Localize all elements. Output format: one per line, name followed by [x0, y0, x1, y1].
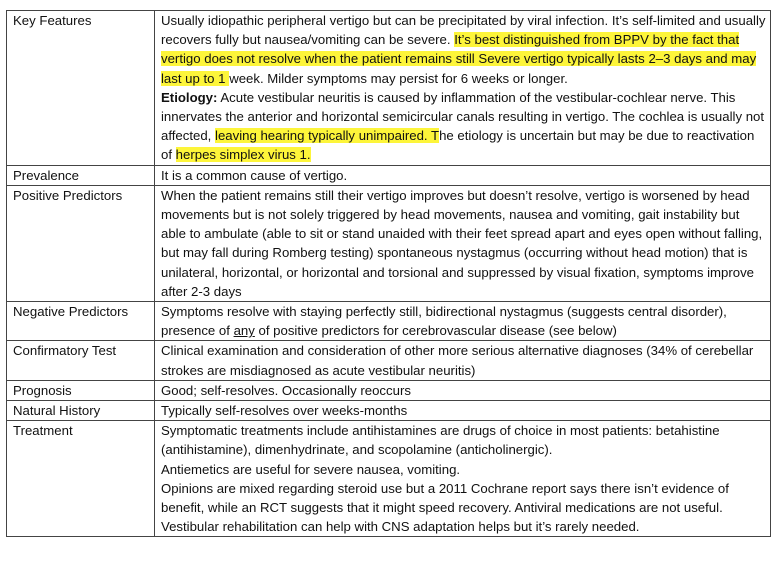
text-segment: Symptoms resolve with staying perfectly still, bidirectional nystagmus (suggests central disorder), presence of [161, 304, 727, 339]
highlighted-text: herpes simplex virus 1. [175, 147, 311, 163]
paragraph [161, 401, 766, 420]
row-label: Natural History [7, 401, 155, 421]
paragraph [161, 421, 766, 459]
row-value [155, 341, 771, 380]
table-row [7, 302, 771, 341]
row-label: Key Features [7, 11, 155, 166]
bold-text: Etiology: [161, 89, 218, 105]
row-value [155, 380, 771, 400]
row-label: Prognosis [7, 380, 155, 400]
row-label: Prevalence [7, 165, 155, 185]
row-value [155, 302, 771, 341]
paragraph [161, 11, 766, 88]
clinical-summary-table [6, 10, 771, 537]
table-row [7, 165, 771, 185]
row-value [155, 401, 771, 421]
paragraph [161, 460, 766, 479]
highlighted-text: leaving hearing typically unimpaired. T [215, 128, 440, 144]
text-segment: It is a common cause of vertigo. [161, 167, 348, 183]
table-row [7, 380, 771, 400]
table-row [7, 11, 771, 166]
row-value [155, 421, 771, 537]
text-segment: When the patient remains still their vertigo improves but doesn’t resolve, vertigo is worsened by head movements but is not solely triggered by head movements, nausea and vomiting, gait instability but able to ambulate (able to sit or stand unaided with their feet spread apart and eyes open without falling, but may fall during Romberg testing) spontaneous nystagmus (occurring without head motion) that is unilateral, horizontal, or horizontal and torsional and suppressed by visual fixation, symptoms improve after 2-3 days [161, 187, 763, 299]
row-value [155, 11, 771, 166]
text-segment: Opinions are mixed regarding steroid use but a 2011 Cochrane report says there isn’t evidence of benefit, while an RCT suggests that it might speed recovery. Antiviral medications are not useful. Vestibular rehabilitation can help with CNS adaptation helps but it’s rarely needed. [161, 480, 729, 535]
row-label: Confirmatory Test [7, 341, 155, 380]
row-value [155, 185, 771, 301]
text-segment: Typically self-resolves over weeks-months [161, 403, 408, 419]
text-segment: Clinical examination and consideration of other more serious alternative diagnoses (34% of cerebellar strokes are misdiagnosed as acute vestibular neuritis) [161, 343, 754, 378]
row-value [155, 165, 771, 185]
paragraph [161, 302, 766, 340]
highlighted-text: It’s best distinguished from BPPV by the fact that vertigo does not resolve when the patient remains still Severe vertigo typically lasts 2–3 days and may last up to 1 [161, 32, 757, 86]
paragraph [161, 381, 766, 400]
table-row [7, 185, 771, 301]
paragraph [161, 186, 766, 301]
text-segment: Antiemetics are useful for severe nausea, vomiting. [161, 461, 461, 477]
paragraph [161, 88, 766, 165]
text-segment: he etiology is uncertain but may be due to reactivation of [161, 128, 755, 163]
text-segment: Symptomatic treatments include antihistamines are drugs of choice in most patients: betahistine (antihistamine), dimenhydrinate, and scopolamine (anticholinergic). [161, 423, 720, 458]
text-segment: Acute vestibular neuritis is caused by inflammation of the vestibular-cochlear nerve. This innervates the anterior and horizontal semicircular canals resulting in vertigo. The cochlea is usually not affected, [161, 89, 765, 144]
row-label: Treatment [7, 421, 155, 537]
row-label: Negative Predictors [7, 302, 155, 341]
row-label: Positive Predictors [7, 185, 155, 301]
text-segment: week. Milder symptoms may persist for 6 weeks or longer. [229, 70, 568, 86]
paragraph [161, 479, 766, 537]
table-body [7, 11, 771, 537]
paragraph [161, 341, 766, 379]
underlined-text: any [233, 323, 255, 339]
text-segment: Good; self-resolves. Occasionally reoccurs [161, 382, 411, 398]
paragraph [161, 166, 766, 185]
text-segment: of positive predictors for cerebrovascular disease (see below) [254, 323, 617, 339]
table-row [7, 401, 771, 421]
text-segment: Usually idiopathic peripheral vertigo but can be precipitated by viral infection. It’s self-limited and usually recovers fully but nausea/vomiting can be severe. [161, 13, 766, 48]
table-row [7, 421, 771, 537]
table-row [7, 341, 771, 380]
